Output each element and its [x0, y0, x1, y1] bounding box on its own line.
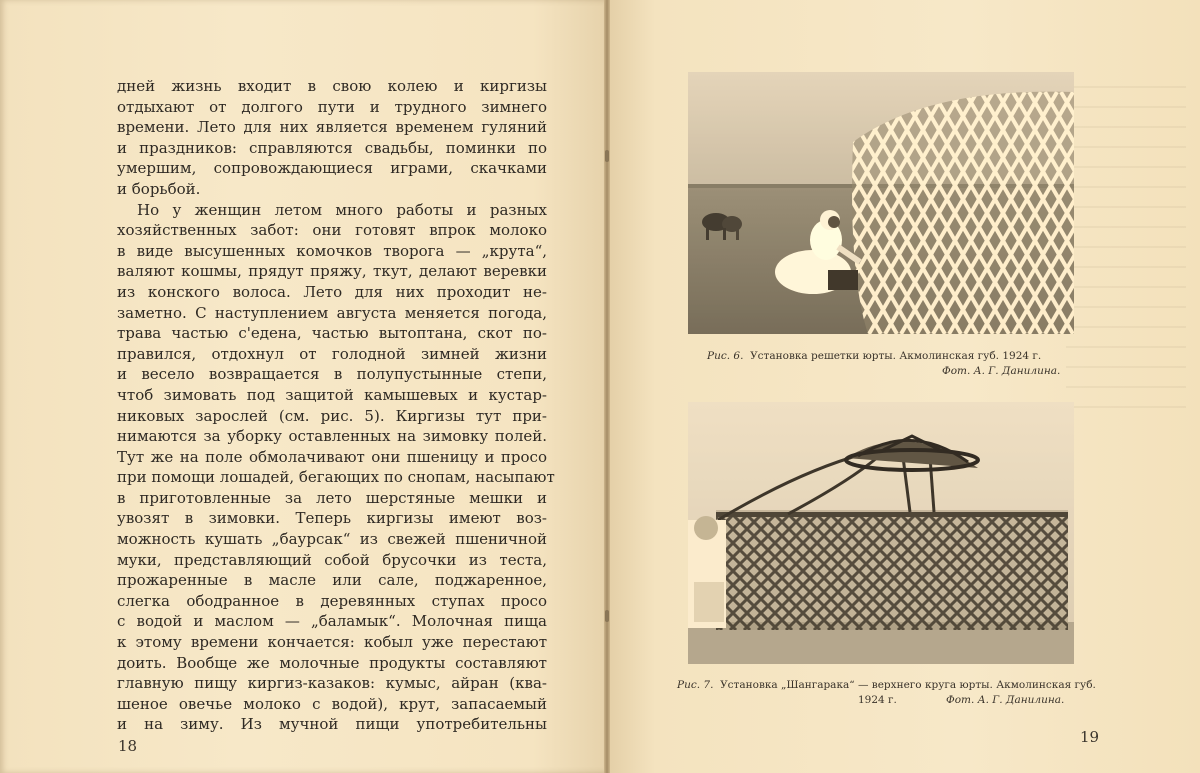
text-line: в приготовленные за лето шерстяные мешки и	[117, 488, 547, 507]
text-line: трава частью с'едена, частью вытоптана, скот по-	[117, 324, 547, 343]
text-line: и праздников: справляются свадьбы, поминки по	[117, 138, 547, 157]
figure-7-year: 1924 г.	[858, 694, 897, 706]
text-line: дней жизнь входит в свою колею и киргизы	[117, 77, 547, 95]
figure-6-credit: Фот. А. Г. Данилина.	[942, 365, 1061, 377]
text-line: муки, представляющий собой брусочки из теста,	[117, 550, 547, 569]
text-line: увозят в зимовки. Теперь киргизы имеют воз-	[117, 509, 547, 528]
book-gutter	[604, 0, 610, 773]
text-line: заметно. С наступлением августа меняется погода,	[117, 303, 547, 322]
text-line: из конского волоса. Лето для них проходит не-	[117, 282, 547, 301]
text-line: Но у женщин летом много работы и разных	[137, 200, 547, 219]
text-line: с водой и маслом — „баламык“. Молочная пища	[117, 612, 547, 631]
text-line: главную пищу киргиз-казаков: кумыс, айран (ква-	[117, 674, 547, 693]
figure-7-credit: Фот. А. Г. Данилина.	[946, 694, 1065, 706]
figure-6-label: Рис. 6.	[707, 350, 744, 362]
left-page-body-text	[117, 76, 555, 735]
text-line: можность кушать „баурсак“ из свежей пшеничной	[117, 530, 547, 549]
figure-7-photo	[688, 402, 1074, 664]
text-line: слегка ободранное в деревянных ступах просо	[117, 591, 547, 610]
text-line: в виде высушенных комочков творога — „крута“,	[117, 241, 547, 260]
page-number-right: 19	[1080, 728, 1100, 746]
text-line: и на зиму. Из мучной пищи употребительны	[117, 715, 547, 734]
text-line: никовых зарослей (см. рис. 5). Киргизы тут при-	[117, 406, 547, 425]
staple-bottom	[605, 610, 609, 622]
text-line: нимаются за уборку оставленных на зимовку полей.	[117, 427, 547, 446]
text-line: правился, отдохнул от голодной зимней жизни	[117, 344, 547, 363]
text-line: и борьбой.	[117, 179, 201, 198]
text-line: умершим, сопровождающиеся играми, скачками	[117, 159, 547, 178]
text-line: чтоб зимовать под защитой камышевых и кустар-	[117, 385, 547, 404]
text-line: Тут же на поле обмолачивают они пшеницу и просо	[117, 447, 547, 466]
page-number-left: 18	[118, 737, 138, 755]
figure-7-label: Рис. 7.	[677, 679, 714, 691]
staple-top	[605, 150, 609, 162]
text-line: при помощи лошадей, бегающих по снопам, насыпают	[117, 468, 555, 487]
text-line: и весело возвращается в полупустынные степи,	[117, 365, 547, 384]
text-line: хозяйственных забот: они готовят впрок молоко	[117, 221, 547, 240]
show-through-texture	[1066, 86, 1186, 416]
text-line: прожаренные в масле или сале, поджаренное,	[117, 571, 547, 590]
text-line: к этому времени кончается: кобыл уже перестают	[117, 633, 547, 652]
figure-7-caption-text: Установка „Шангарака“ — верхнего круга юрты. Акмолинская губ.	[720, 679, 1096, 691]
text-line: времени. Лето для них является временем гуляний	[117, 118, 547, 137]
text-line: шеное овечье молоко с водой), крут, запасаемый	[117, 694, 547, 713]
text-line: отдыхают от долгого пути и трудного зимнего	[117, 97, 547, 116]
text-line: валяют кошмы, прядут пряжу, ткут, делают веревки	[117, 262, 547, 281]
figure-6-caption-text: Установка решетки юрты. Акмолинская губ. 1924 г.	[750, 350, 1042, 362]
figure-6-photo	[688, 72, 1074, 334]
figure-6-caption	[707, 350, 1041, 362]
figure-7-caption	[677, 679, 1096, 691]
text-line: доить. Вообще же молочные продукты составляют	[117, 653, 547, 672]
